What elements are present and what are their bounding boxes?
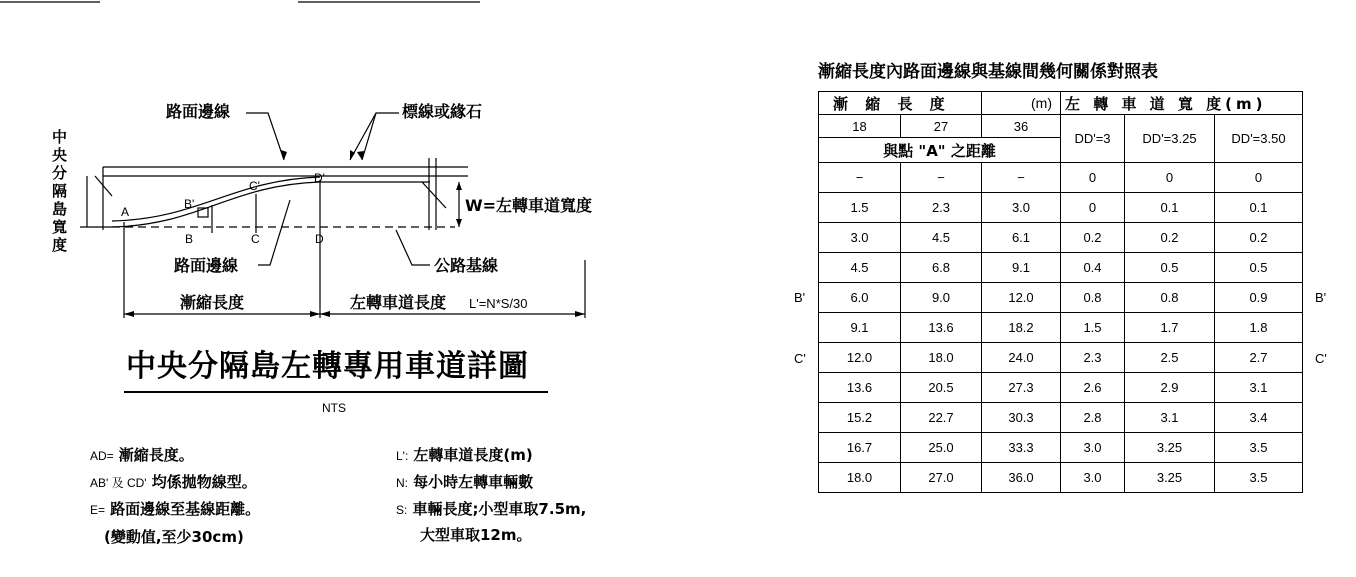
table-cell: 2.7	[1215, 343, 1303, 373]
taper-length-label: 漸縮長度	[180, 293, 245, 312]
pavement-edge-label-top: 路面邊線	[166, 102, 231, 121]
table-row	[819, 463, 1303, 493]
table-cell: 1.5	[1061, 313, 1125, 343]
table-cell: 4.5	[901, 223, 982, 253]
table-cell: 0.8	[1125, 283, 1215, 313]
table-cell: 0.8	[1061, 283, 1125, 313]
table-cell: 22.7	[901, 403, 982, 433]
taper-length-36: 36	[982, 115, 1061, 138]
note-right-3: S: 車輛長度;小型車取7.5m,	[396, 500, 587, 518]
point-c-prime: C'	[249, 179, 260, 193]
note-right-1: L': 左轉車道長度(m)	[396, 446, 533, 464]
point-d: D	[315, 232, 324, 246]
table-cell: 6.8	[901, 253, 982, 283]
table-cell: 18.0	[819, 463, 901, 493]
highway-baseline-label: 公路基線	[434, 256, 499, 275]
table-cell: 3.1	[1125, 403, 1215, 433]
table-cell: 0.5	[1215, 253, 1303, 283]
note-right-2: N: 每小時左轉車輛數	[396, 473, 534, 491]
table-cell: 9.1	[819, 313, 901, 343]
table-cell: 3.5	[1215, 463, 1303, 493]
table-cell: 2.5	[1125, 343, 1215, 373]
table-cell: 6.1	[982, 223, 1061, 253]
table-cell: 20.5	[901, 373, 982, 403]
row-mark-c-right: C'	[1315, 351, 1327, 366]
table-cell: 33.3	[982, 433, 1061, 463]
header-turn-lane-width: 左 轉 車 道 寬 度(m)	[1061, 92, 1303, 115]
table-cell: 3.0	[819, 223, 901, 253]
table-cell: 30.3	[982, 403, 1061, 433]
point-b: B	[185, 232, 194, 246]
table-cell: −	[982, 163, 1061, 193]
table-row	[819, 253, 1303, 283]
header-taper-length: 漸 縮 長 度	[819, 92, 982, 115]
table-row	[819, 193, 1303, 223]
table-row	[819, 223, 1303, 253]
header-taper-unit: (m)	[982, 92, 1061, 115]
row-mark-c-left: C'	[794, 351, 806, 366]
table-row	[819, 313, 1303, 343]
table-cell: 24.0	[982, 343, 1061, 373]
table-cell: 0.2	[1215, 223, 1303, 253]
table-cell: 0.9	[1215, 283, 1303, 313]
note-left-3: E= 路面邊線至基線距離。	[90, 500, 261, 518]
table-cell: 0.5	[1125, 253, 1215, 283]
table-cell: 18.2	[982, 313, 1061, 343]
table-cell: 9.0	[901, 283, 982, 313]
row-mark-b-right: B'	[1315, 290, 1327, 305]
table-row	[819, 163, 1303, 193]
median-width-label: 中央分隔島寬度	[52, 128, 68, 254]
table-cell: 0	[1061, 193, 1125, 223]
table-cell: 18.0	[901, 343, 982, 373]
table-cell: 25.0	[901, 433, 982, 463]
table-cell: 0	[1215, 163, 1303, 193]
row-mark-b-left: B'	[794, 290, 806, 305]
table-row	[819, 403, 1303, 433]
table-cell: 9.1	[982, 253, 1061, 283]
marking-curb-label: 標線或緣石	[402, 102, 483, 121]
table-cell: 2.8	[1061, 403, 1125, 433]
table-cell: −	[819, 163, 901, 193]
pavement-edge-label-bottom: 路面邊線	[174, 256, 239, 275]
drawing-title: 中央分隔島左轉專用車道詳圖	[126, 349, 529, 384]
table-body	[819, 163, 1303, 493]
point-b-prime: B'	[184, 197, 195, 211]
table-subheader-row	[819, 115, 1303, 138]
scale-label: NTS	[322, 401, 346, 415]
distance-from-a-label: 與點 "A" 之距離	[819, 138, 1061, 163]
table-row	[819, 343, 1303, 373]
turn-lane-length-label: 左轉車道長度	[350, 293, 447, 312]
note-left-1: AD= 漸縮長度。	[90, 446, 194, 464]
table-cell: 6.0	[819, 283, 901, 313]
table-row	[819, 373, 1303, 403]
table-cell: 3.0	[982, 193, 1061, 223]
table-cell: 0.4	[1061, 253, 1125, 283]
table-cell: 3.5	[1215, 433, 1303, 463]
width-dd-3: DD'=3	[1061, 115, 1125, 163]
width-dd-350: DD'=3.50	[1215, 115, 1303, 163]
note-right-4: 大型車取12m。	[420, 526, 532, 544]
point-c: C	[251, 232, 260, 246]
table-title: 漸縮長度內路面邊線與基線間幾何關係對照表	[818, 62, 1158, 82]
table-cell: 16.7	[819, 433, 901, 463]
table-cell: 3.25	[1125, 433, 1215, 463]
table-cell: 3.1	[1215, 373, 1303, 403]
table-cell: 13.6	[901, 313, 982, 343]
table-cell: 13.6	[819, 373, 901, 403]
table-cell: 15.2	[819, 403, 901, 433]
table-cell: 3.0	[1061, 463, 1125, 493]
table-cell: 0.1	[1125, 193, 1215, 223]
table-cell: 2.6	[1061, 373, 1125, 403]
table-cell: 12.0	[982, 283, 1061, 313]
note-left-2: AB' 及 CD' 均係拋物線型。	[90, 473, 257, 491]
table-cell: 4.5	[819, 253, 901, 283]
table-row	[819, 283, 1303, 313]
geometry-table	[818, 91, 1303, 493]
table-cell: 0.1	[1215, 193, 1303, 223]
table-cell: 2.3	[901, 193, 982, 223]
table-cell: 3.0	[1061, 433, 1125, 463]
note-left-4: (變動值,至少30cm)	[104, 528, 244, 546]
table-row	[819, 433, 1303, 463]
turn-lane-length-formula: L'=N*S/30	[469, 296, 528, 311]
table-cell: 3.4	[1215, 403, 1303, 433]
table-header-row	[819, 92, 1303, 115]
table-cell: 0.2	[1125, 223, 1215, 253]
table-cell: 1.5	[819, 193, 901, 223]
table-cell: 2.9	[1125, 373, 1215, 403]
table-cell: 2.3	[1061, 343, 1125, 373]
point-d-prime: D'	[314, 171, 325, 185]
table-cell: 0	[1061, 163, 1125, 193]
lane-width-label: W=左轉車道寬度	[465, 196, 593, 215]
width-dd-325: DD'=3.25	[1125, 115, 1215, 163]
table-cell: 27.3	[982, 373, 1061, 403]
table-cell: 1.7	[1125, 313, 1215, 343]
table-cell: 1.8	[1215, 313, 1303, 343]
table-cell: 36.0	[982, 463, 1061, 493]
table-cell: 0.2	[1061, 223, 1125, 253]
table-cell: 3.25	[1125, 463, 1215, 493]
table-cell: −	[901, 163, 982, 193]
taper-length-18: 18	[819, 115, 901, 138]
point-a: A	[121, 205, 130, 219]
taper-length-27: 27	[901, 115, 982, 138]
table-cell: 0	[1125, 163, 1215, 193]
table-cell: 27.0	[901, 463, 982, 493]
table-cell: 12.0	[819, 343, 901, 373]
